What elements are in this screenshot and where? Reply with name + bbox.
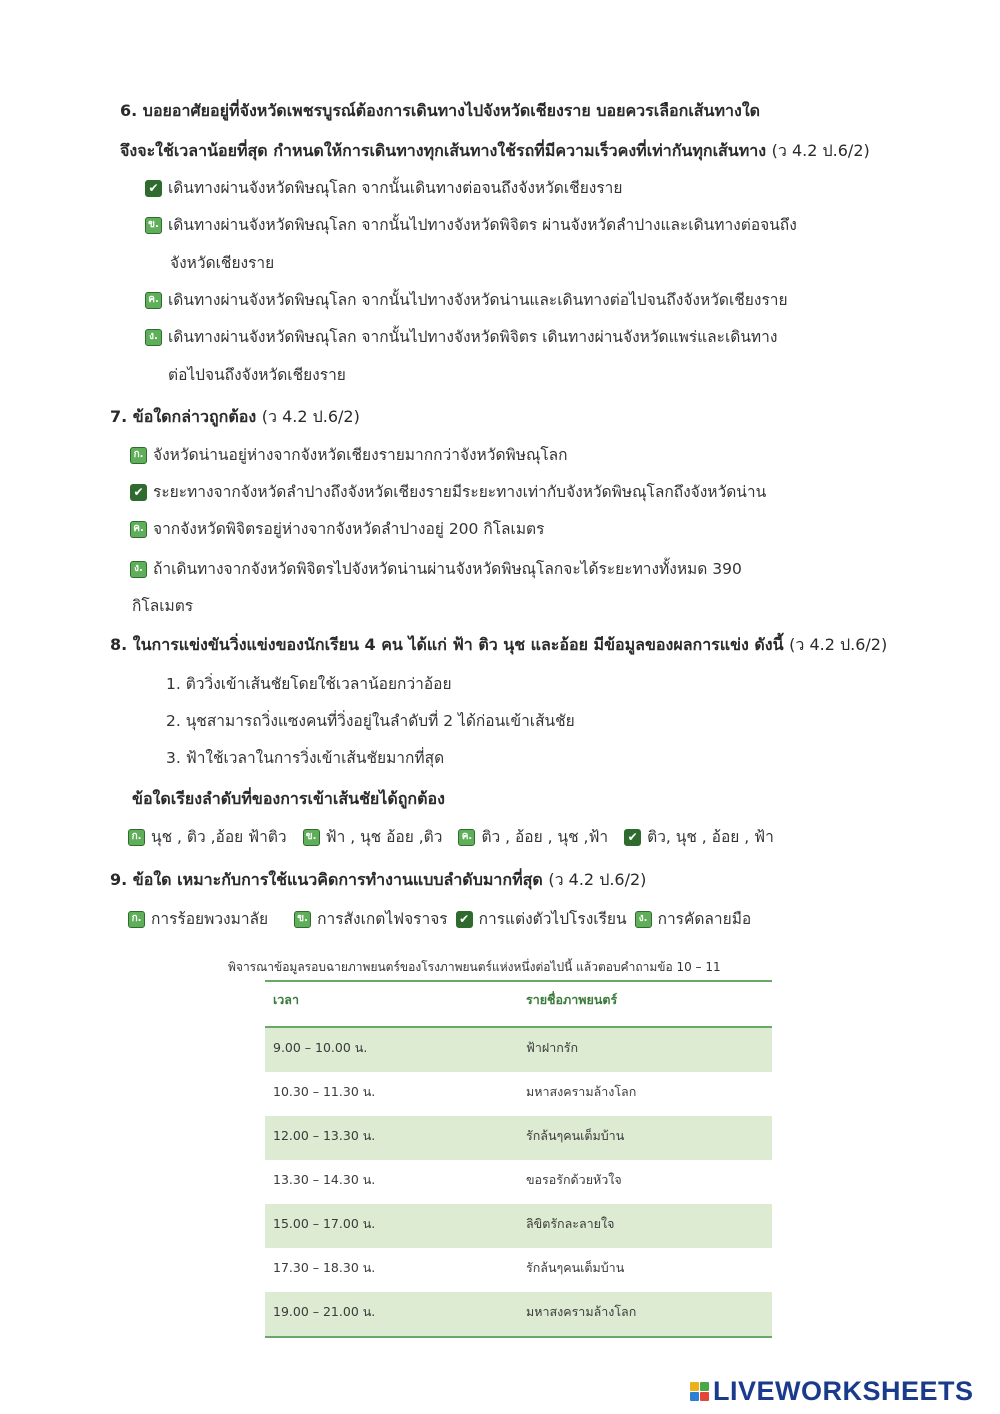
q7-option-1[interactable] [130,444,568,466]
table-row [265,1072,772,1116]
q8-option-4-text: ติว, นุช , อ้อย , ฟ้า [647,828,774,846]
table-row [265,1028,772,1072]
option-box-icon[interactable]: ง. [145,329,162,346]
schedule-table [265,980,772,1338]
q7-option-1-text: จังหวัดน่านอยู่ห่างจากจังหวัดเชียงรายมากกว่าจังหวัดพิษณุโลก [153,446,568,464]
table-caption: พิจารณาข้อมูลรอบฉายภาพยนตร์ของโรงภาพยนตร์แห่งหนึ่งต่อไปนี้ แล้วตอบคำถามข้อ 10 – 11 [228,960,721,974]
q7-option-3-text: จากจังหวัดพิจิตรอยู่ห่างจากจังหวัดลำปางอยู่ 200 กิโลเมตร [153,520,545,538]
q8-options [128,826,790,848]
q7-option-4[interactable] [130,558,742,580]
q7-option-2-text: ระยะทางจากจังหวัดลำปางถึงจังหวัดเชียงรายมีระยะทางเท่ากับจังหวัดพิษณุโลกถึงจังหวัดน่าน [153,483,767,501]
q6-option-3[interactable] [145,289,788,311]
q9-ref: (ว 4.2 ป.6/2) [548,870,647,889]
q6-title-line2 [120,140,870,162]
q9-option-4[interactable] [635,908,752,930]
q9-options [128,908,767,930]
cell-movie: ขอรอรักด้วยหัวใจ [526,1172,622,1187]
q8-option-2[interactable] [303,826,443,848]
option-box-icon[interactable]: ข. [294,911,311,928]
cell-movie: มหาสงครามล้างโลก [526,1304,637,1319]
logo-text: LIVEWORKSHEETS [713,1376,974,1406]
option-box-icon[interactable]: ค. [145,292,162,309]
option-box-icon[interactable]: ข. [145,217,162,234]
logo-square [690,1382,699,1391]
cell-time: 12.00 – 13.30 น. [273,1128,376,1143]
cell-movie: มหาสงครามล้างโลก [526,1084,637,1099]
q8-option-1-text: นุช , ติว ,อ้อย ฟ้าติว [151,828,287,846]
q6-title-line1: 6. บอยอาศัยอยู่ที่จังหวัดเพชรบูรณ์ต้องการเดินทางไปจังหวัดเชียงราย บอยควรเลือกเส้นทางใด [120,101,761,120]
option-box-icon[interactable]: ง. [635,911,652,928]
q6-option-2-text: เดินทางผ่านจังหวัดพิษณุโลก จากนั้นไปทางจังหวัดพิจิตร ผ่านจังหวัดลำปางและเดินทางต่อจนถึง [168,216,797,234]
check-icon[interactable]: ✔ [624,829,641,846]
option-box-icon[interactable]: ข. [303,829,320,846]
cell-movie: รักล้นๆคนเต็มบ้าน [526,1128,625,1143]
option-box-icon[interactable]: ก. [128,829,145,846]
q9-title [110,869,646,891]
option-box-icon[interactable]: ก. [128,911,145,928]
option-box-icon[interactable]: ก. [130,447,147,464]
q9-option-1-text: การร้อยพวงมาลัย [151,910,269,928]
table-row [265,1160,772,1204]
q8-fact-3: 3. ฟ้าใช้เวลาในการวิ่งเข้าเส้นชัยมากที่สุด [166,749,445,767]
q6-option-2[interactable] [145,214,797,236]
q6-option-4-cont: ต่อไปจนถึงจังหวัดเชียงราย [168,366,346,384]
q6-option-4[interactable] [145,326,777,348]
check-icon[interactable]: ✔ [145,180,162,197]
q7-option-4-text: ถ้าเดินทางจากจังหวัดพิจิตรไปจังหวัดน่านผ่านจังหวัดพิษณุโลกจะได้ระยะทางทั้งหมด 390 [153,560,742,578]
check-icon[interactable]: ✔ [130,484,147,501]
q8-ref: (ว 4.2 ป.6/2) [789,635,888,654]
table-row [265,1204,772,1248]
q6-title-text: จึงจะใช้เวลาน้อยที่สุด กำหนดให้การเดินทางทุกเส้นทางใช้รถที่มีความเร็วคงที่เท่ากันทุกเส้นทาง [120,141,767,160]
logo-square [690,1392,699,1401]
q7-ref: (ว 4.2 ป.6/2) [261,407,360,426]
table-row [265,1292,772,1336]
q8-option-2-text: ฟ้า , นุช อ้อย ,ติว [325,828,443,846]
q8-title [110,634,887,656]
q6-ref: (ว 4.2 ป.6/2) [771,141,870,160]
cell-time: 17.30 – 18.30 น. [273,1260,376,1275]
q7-title-text: 7. ข้อใดกล่าวถูกต้อง [110,407,257,426]
header-time: เวลา [273,992,299,1007]
option-box-icon[interactable]: ค. [458,829,475,846]
cell-movie: รักล้นๆคนเต็มบ้าน [526,1260,625,1275]
q8-option-3[interactable] [458,826,608,848]
option-box-icon[interactable]: ค. [130,521,147,538]
q6-option-1-text: เดินทางผ่านจังหวัดพิษณุโลก จากนั้นเดินทางต่อจนถึงจังหวัดเชียงราย [168,179,623,197]
q8-option-4[interactable] [624,826,774,848]
cell-time: 10.30 – 11.30 น. [273,1084,376,1099]
logo-mark-icon [690,1382,709,1401]
q7-title [110,406,360,428]
q9-option-3-text: การแต่งตัวไปโรงเรียน [478,910,627,928]
q9-title-text: 9. ข้อใด เหมาะกับการใช้แนวคิดการทำงานแบบลำดับมากที่สุด [110,870,543,889]
q8-question: ข้อใดเรียงลำดับที่ของการเข้าเส้นชัยได้ถูกต้อง [132,789,445,808]
q8-fact-2: 2. นุชสามารถวิ่งแซงคนที่วิ่งอยู่ในลำดับที่ 2 ได้ก่อนเข้าเส้นชัย [166,712,575,730]
q6-option-2-cont: จังหวัดเชียงราย [170,254,275,272]
table-row [265,1248,772,1292]
q7-option-4-cont: กิโลเมตร [132,597,194,615]
header-movie: รายชื่อภาพยนตร์ [526,992,618,1007]
cell-movie: ลิขิตรักละลายใจ [526,1216,615,1231]
q8-option-3-text: ติว , อ้อย , นุช ,ฟ้า [481,828,609,846]
q8-option-1[interactable] [128,826,287,848]
q8-fact-1: 1. ติววิ่งเข้าเส้นชัยโดยใช้เวลาน้อยกว่าอ้อย [166,675,452,693]
logo-square [700,1382,709,1391]
q9-option-4-text: การคัดลายมือ [657,910,752,928]
cell-time: 13.30 – 14.30 น. [273,1172,376,1187]
table-header-row [265,982,772,1028]
q7-option-2[interactable] [130,481,766,503]
q6-option-1[interactable] [145,177,622,199]
q9-option-2-text: การสังเกตไฟจราจร [317,910,448,928]
cell-time: 15.00 – 17.00 น. [273,1216,376,1231]
q6-option-3-text: เดินทางผ่านจังหวัดพิษณุโลก จากนั้นไปทางจังหวัดน่านและเดินทางต่อไปจนถึงจังหวัดเชียงราย [168,291,788,309]
q9-option-3[interactable] [456,908,627,930]
logo-square [700,1392,709,1401]
q9-option-1[interactable] [128,908,268,930]
cell-time: 19.00 – 21.00 น. [273,1304,376,1319]
q8-title-text: 8. ในการแข่งขันวิ่งแข่งของนักเรียน 4 คน ได้แก่ ฟ้า ติว นุช และอ้อย มีข้อมูลของผลการแข่ง ดังนี้ [110,635,784,654]
liveworksheets-logo [690,1376,974,1407]
cell-time: 9.00 – 10.00 น. [273,1040,368,1055]
q6-option-4-text: เดินทางผ่านจังหวัดพิษณุโลก จากนั้นไปทางจังหวัดพิจิตร เดินทางผ่านจังหวัดแพร่และเดินทาง [168,328,778,346]
check-icon[interactable]: ✔ [456,911,473,928]
q9-option-2[interactable] [294,908,447,930]
option-box-icon[interactable]: ง. [130,561,147,578]
cell-movie: ฟ้าฝากรัก [526,1040,579,1055]
q7-option-3[interactable] [130,518,544,540]
table-row [265,1116,772,1160]
